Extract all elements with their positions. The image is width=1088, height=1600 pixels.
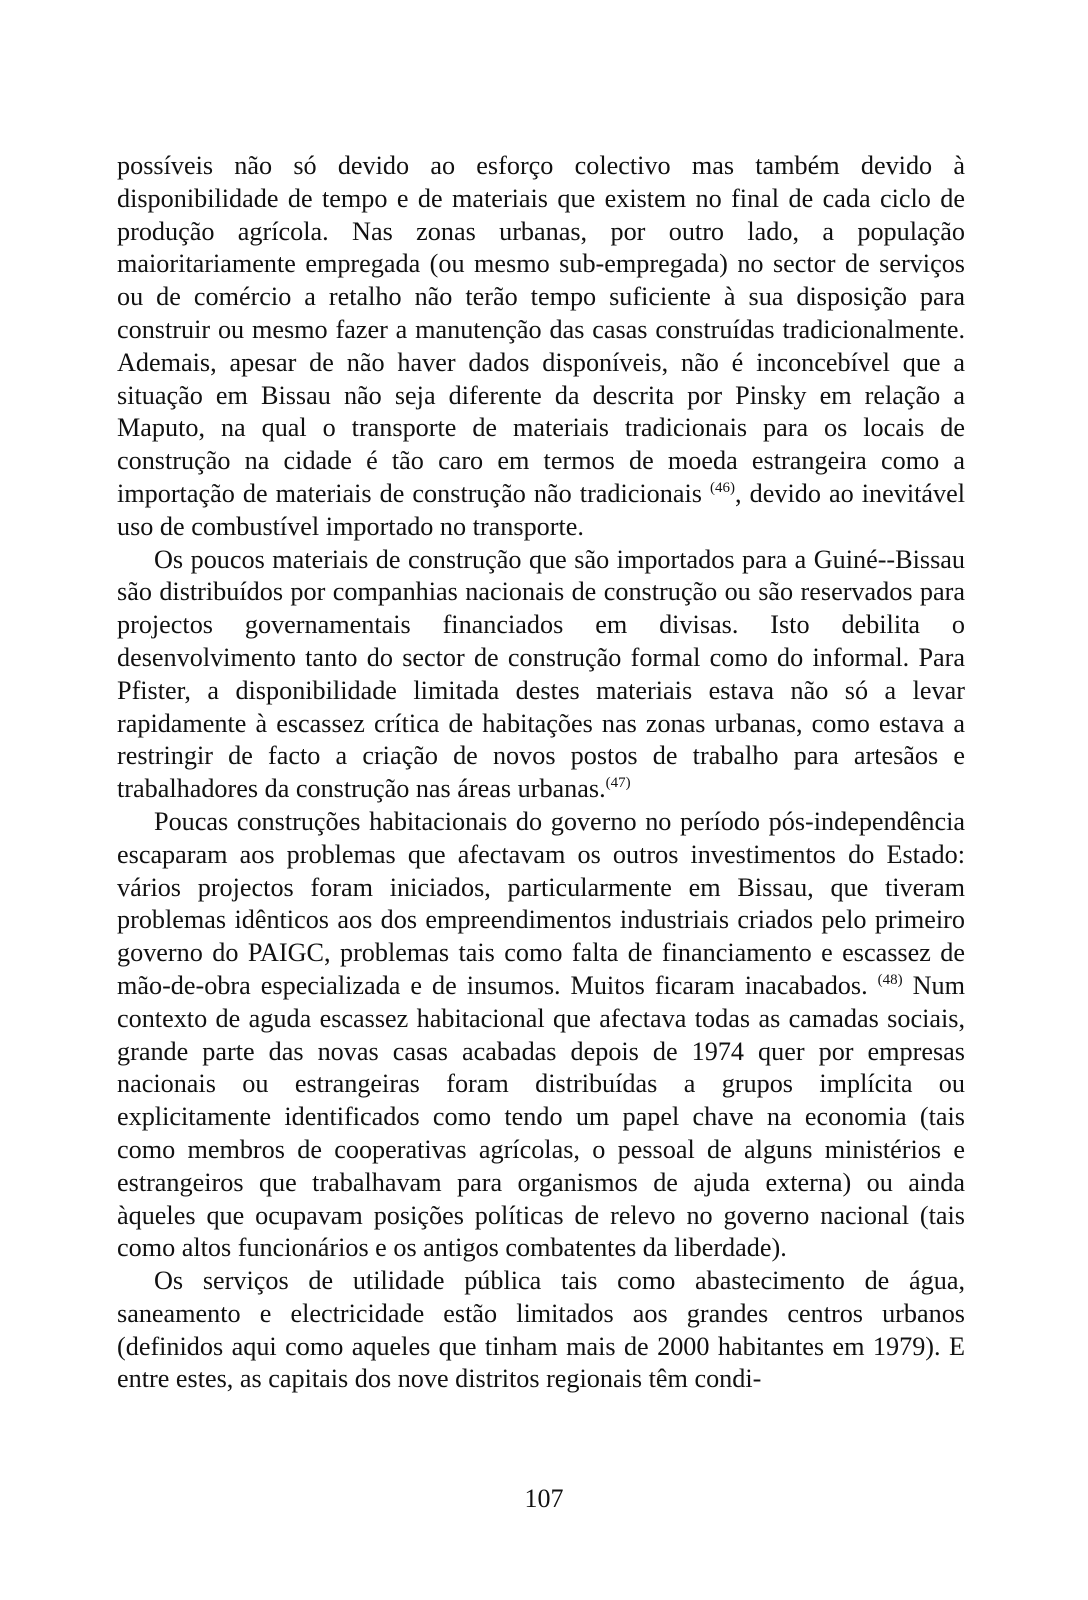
- paragraph-text: Os serviços de utilidade pública tais como abastecimento de água, saneamento e electricidade estão limitados aos grandes centros urbanos (definidos aqui como aqueles que tinham mais de 2000 habitantes em 1979). E entre estes, as capitais dos nove distritos regionais têm condi-: [117, 1266, 965, 1394]
- paragraph-text: Os poucos materiais de construção que são importados para a Guiné--Bissau são distribuídos por companhias nacionais de construção ou são reservados para projectos governamentais financiados em divisas. Isto debilita o desenvolvimento tanto do sector de construção formal como do informal. Para Pfister, a disponibilidade limitada destes materiais estava não só a levar rapidamente à escassez crítica de habitações nas zonas urbanas, como estava a restringir de facto a criação de novos postos de trabalho para artesãos e trabalhadores da construção nas áreas urbanas.: [117, 544, 965, 804]
- paragraph-text: Poucas construções habitacionais do governo no período pós-independência escaparam aos problemas que afectavam os outros investimentos do Estado: vários projectos foram iniciados, particularmente em Bissau, que tiveram problemas idênticos aos dos empreendimentos industriais criados pelo primeiro governo do PAIGC, problemas tais como falta de financiamento e escassez de mão-de-obra especializada e de insumos. Muitos ficaram inacabados.: [117, 806, 965, 1000]
- paragraph-text: possíveis não só devido ao esforço colectivo mas também devido à disponibilidade de tempo e de materiais que existem no final de cada ciclo de produção agrícola. Nas zonas urbanas, por outro lado, a população maioritariamente empregada (ou mesmo sub-empregada) no sector de serviços ou de comércio a retalho não terão tempo suficiente à sua disposição para construir ou mesmo fazer a manutenção das casas construídas tradicionalmente. Ademais, apesar de não haver dados disponíveis, não é inconcebível que a situação em Bissau não seja diferente da descrita por Pinsky em relação a Maputo, na qual o transporte de materiais tradicionais para os locais de construção na cidade é tão caro em termos de moeda estrangeira como a importação de materiais de construção não tradicionais: [117, 151, 965, 508]
- paragraph-text: , devido ao inevitável uso de combustível importado no transporte.: [117, 478, 965, 541]
- footnote-reference: (46): [710, 479, 736, 496]
- body-text: [117, 150, 965, 1396]
- paragraph-2: [117, 544, 965, 806]
- footnote-reference: (47): [605, 775, 631, 792]
- paragraph-text: Num contexto de aguda escassez habitacional que afectava todas as camadas sociais, grande parte das novas casas acabadas depois de 1974 quer por empresas nacionais ou estrangeiras foram distribuídas a grupos implícita ou explicitamente identificados como tendo um papel chave na economia (tais como membros de cooperativas agrícolas, o pessoal de alguns ministérios e estrangeiros que trabalhavam para organismos de ajuda externa) ou ainda àqueles que ocupavam posições políticas de relevo no governo nacional (tais como altos funcionários e os antigos combatentes da liberdade).: [117, 970, 966, 1263]
- page-number: 107: [524, 1484, 564, 1513]
- footnote-reference: (48): [877, 971, 903, 988]
- paragraph-4: [117, 1265, 965, 1396]
- paragraph-1: [117, 150, 965, 544]
- paragraph-3: [117, 806, 965, 1265]
